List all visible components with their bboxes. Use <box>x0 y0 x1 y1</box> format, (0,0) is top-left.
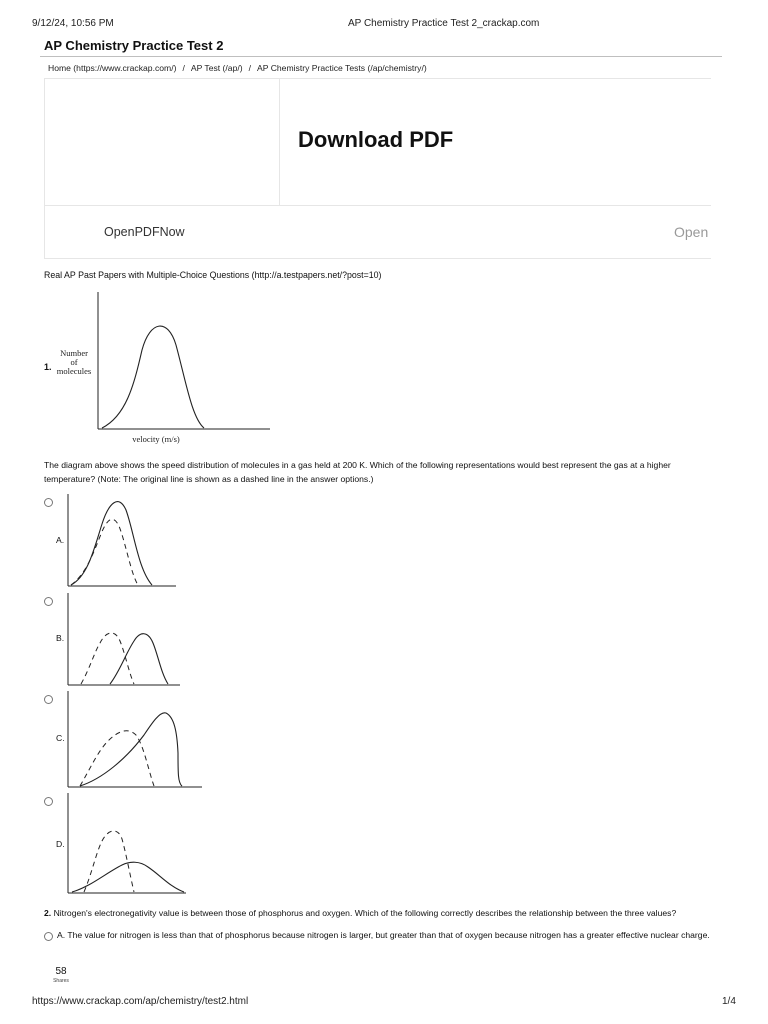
ad-image-placeholder <box>45 79 280 205</box>
option-a-graph <box>66 494 178 590</box>
open-pdf-now-button[interactable]: OpenPDFNow <box>104 225 185 239</box>
print-footer-url: https://www.crackap.com/ap/chemistry/test2.html <box>32 996 249 1007</box>
option-d-radio[interactable] <box>44 797 53 806</box>
shares-count[interactable]: 58 <box>55 966 67 977</box>
testpapers-promo-link[interactable]: Real AP Past Papers with Multiple-Choice Questions (http://a.testpapers.net/?post=10) <box>44 270 382 280</box>
figure-xlabel: velocity (m/s) <box>132 434 180 444</box>
option-a-label: A. <box>56 535 65 545</box>
print-datetime: 9/12/24, 10:56 PM <box>32 18 114 29</box>
title-divider <box>40 56 722 57</box>
breadcrumb-home-link[interactable]: Home (https://www.crackap.com/) <box>48 63 177 73</box>
question-2-text <box>44 906 720 920</box>
figure-ylabel-line: of <box>70 357 78 367</box>
shares-label: Shares <box>53 978 69 984</box>
option-c-label: C. <box>56 733 65 743</box>
option-d-graph <box>66 793 190 897</box>
option-c-graph <box>66 691 206 791</box>
option-d-label: D. <box>56 839 65 849</box>
question-2-option-a-radio[interactable] <box>44 932 53 941</box>
question-2-option-a-text: A. The value for nitrogen is less than that of phosphorus because nitrogen is larger, but greater than that of oxygen because nitrogen has a greater effective nuclear charge. <box>57 930 710 940</box>
distribution-curve <box>102 326 204 428</box>
option-b-graph <box>66 593 184 689</box>
download-pdf-heading[interactable]: Download PDF <box>298 127 454 152</box>
question-1-number: 1. <box>44 362 52 372</box>
breadcrumb-separator: / <box>248 63 251 73</box>
open-button[interactable]: Open <box>674 224 709 240</box>
breadcrumb-separator: / <box>182 63 185 73</box>
print-footer-page: 1/4 <box>722 996 736 1007</box>
breadcrumb <box>48 63 427 73</box>
breadcrumb-chemistry-link[interactable]: AP Chemistry Practice Tests (/ap/chemistry/) <box>257 63 427 73</box>
page-title: AP Chemistry Practice Test 2 <box>44 38 224 53</box>
question-1-figure <box>50 290 280 450</box>
option-b-radio[interactable] <box>44 597 53 606</box>
advertisement-box[interactable] <box>44 78 711 259</box>
figure-ylabel-line: Number <box>60 348 88 358</box>
figure-ylabel-line: molecules <box>56 366 92 376</box>
option-b-label: B. <box>56 633 65 643</box>
question-2-prompt: Nitrogen's electronegativity value is between those of phosphorus and oxygen. Which of the following correctly describes the relationship between the three values? <box>53 908 677 918</box>
breadcrumb-ap-test-link[interactable]: AP Test (/ap/) <box>190 63 243 73</box>
question-1-text: The diagram above shows the speed distribution of molecules in a gas held at 200 K. Which of the following representations would best represent the gas at a higher temperature? (Note: The original line is shown as a dashed line in the answer options.) <box>44 460 671 484</box>
option-c-radio[interactable] <box>44 695 53 704</box>
option-a-radio[interactable] <box>44 498 53 507</box>
print-doc-title: AP Chemistry Practice Test 2_crackap.com <box>348 18 540 29</box>
question-2-number: 2. <box>44 908 52 918</box>
